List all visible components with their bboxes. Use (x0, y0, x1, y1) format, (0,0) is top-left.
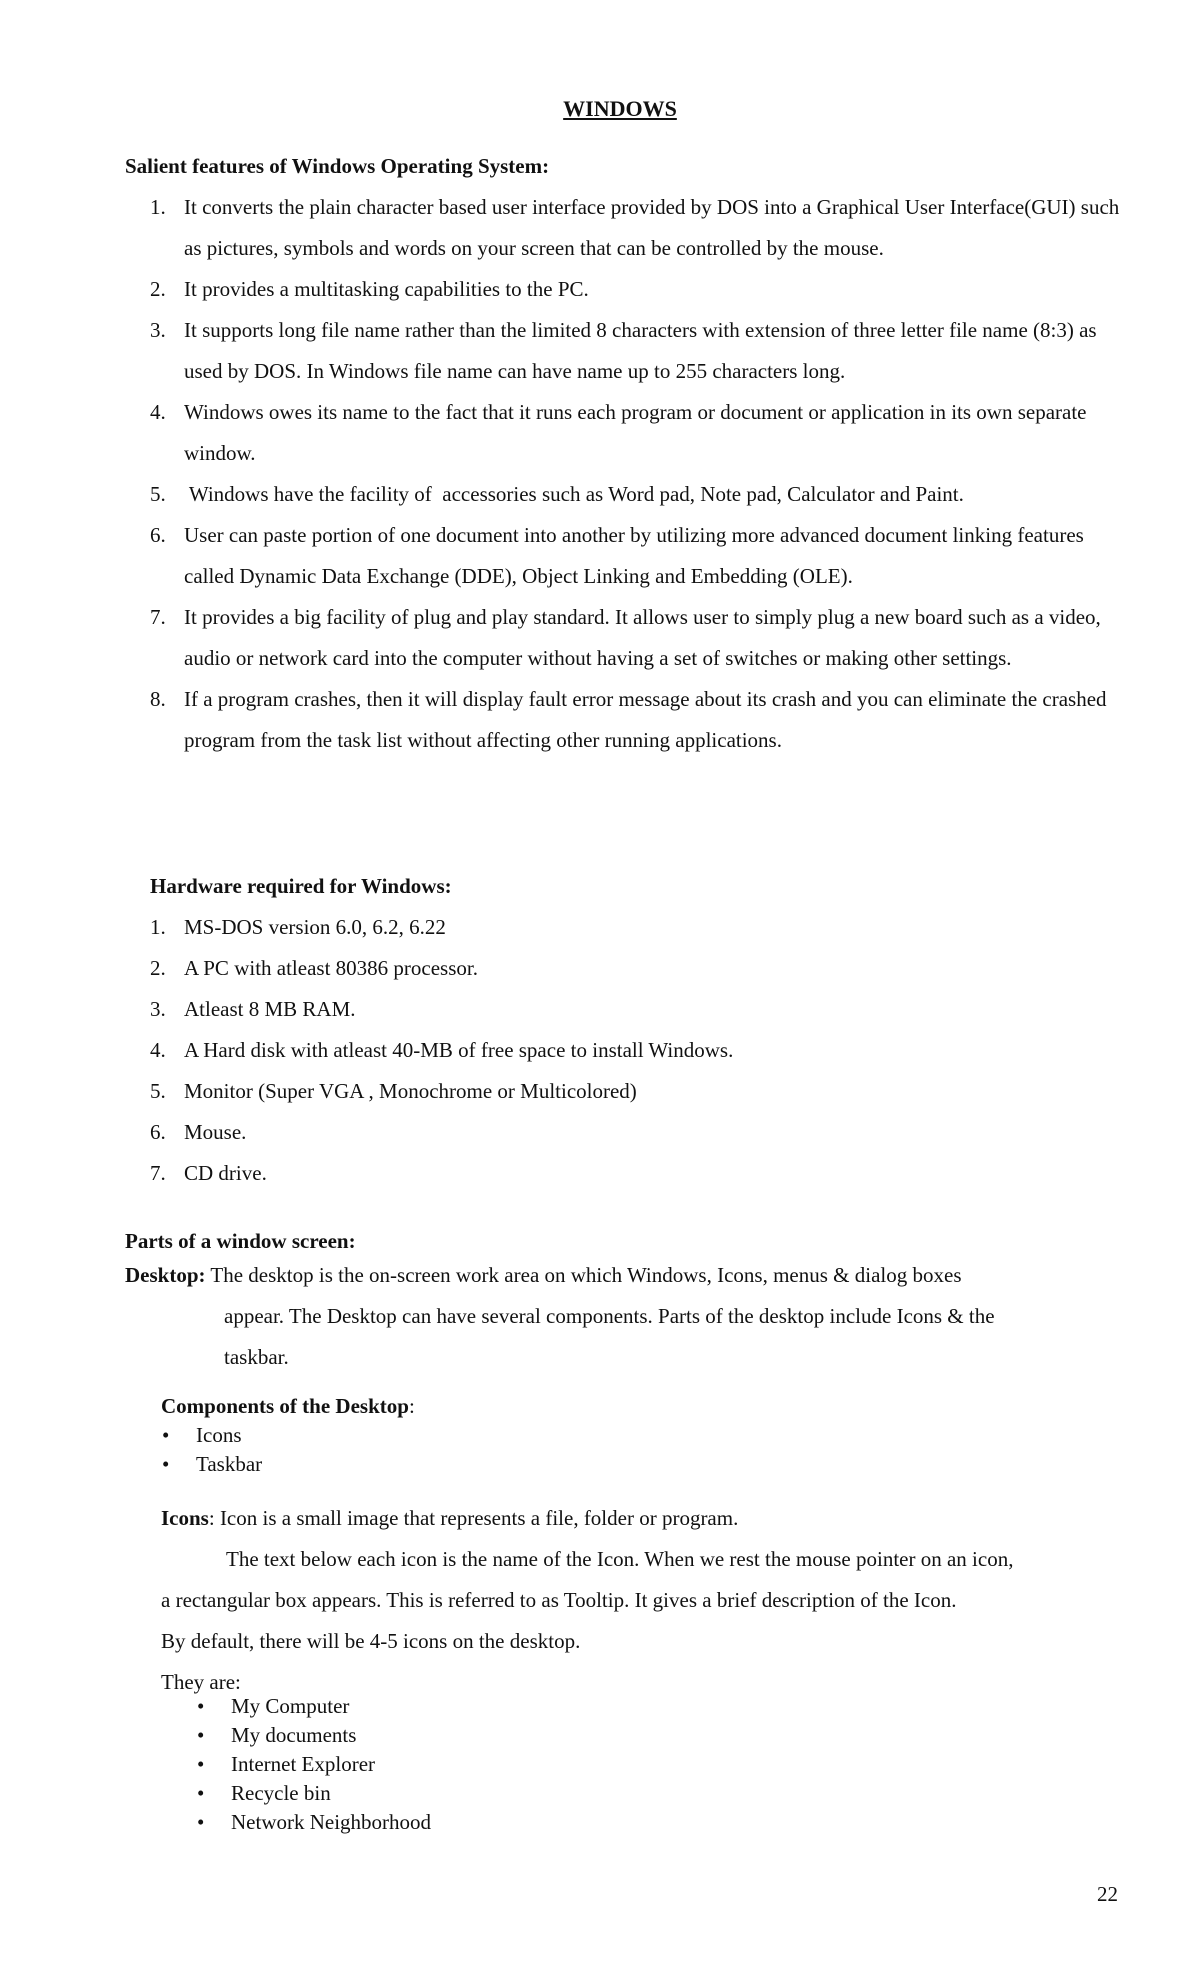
salient-features-heading: Salient features of Windows Operating System: (125, 154, 550, 178)
icons-paragraph: Icons: Icon is a small image that represents a file, folder or program. (161, 1506, 739, 1530)
desktop-text-line-3: taskbar. (224, 1345, 289, 1369)
list-item: 4. A Hard disk with atleast 40-MB of free space to install Windows. (150, 1038, 734, 1062)
parts-heading: Parts of a window screen: (125, 1229, 356, 1253)
desktop-paragraph (125, 1255, 1145, 1296)
list-item: 7. CD drive. (150, 1161, 267, 1185)
tooltip-text-line-1: The text below each icon is the name of the Icon. When we rest the mouse pointer on an icon, (226, 1547, 1014, 1571)
list-item: 5. Windows have the facility of accessories such as Word pad, Note pad, Calculator and Paint. (150, 482, 964, 506)
bullet-icon: • (197, 1723, 205, 1747)
they-are-text: They are: (161, 1670, 241, 1694)
desktop-text-line-2: appear. The Desktop can have several components. Parts of the desktop include Icons & the (224, 1304, 995, 1328)
hardware-list (150, 907, 1134, 1194)
list-item: 6. Mouse. (150, 1120, 247, 1144)
components-heading: Components of the Desktop: (161, 1394, 415, 1418)
desktop-label: Desktop: (125, 1263, 206, 1287)
bullet-icon: • (197, 1752, 205, 1776)
list-item: 2. A PC with atleast 80386 processor. (150, 956, 478, 980)
list-item: 1. It converts the plain character based user interface provided by DOS into a Graphical User Interface(GUI) such as pictures, symbols and words on your screen that can be controlled by the mouse. (150, 195, 1120, 260)
list-item: 6. User can paste portion of one document into another by utilizing more advanced document linking features called Dynamic Data Exchange (DDE), Object Linking and Embedding (OLE). (150, 523, 1084, 588)
list-item: • Internet Explorer (231, 1750, 431, 1779)
list-item: 2. It provides a multitasking capabilities to the PC. (150, 277, 589, 301)
bullet-icon: • (197, 1694, 205, 1718)
list-item: • My Computer (231, 1692, 431, 1721)
list-item: 4. Windows owes its name to the fact that it runs each program or document or application in its own separate window. (150, 400, 1087, 465)
bullet-icon: • (197, 1781, 205, 1805)
list-item: • Recycle bin (231, 1779, 431, 1808)
list-item: 7. It provides a big facility of plug and play standard. It allows user to simply plug a new board such as a video, audio or network card into the computer without having a set of switches or making other settings. (150, 605, 1101, 670)
list-item: 8. If a program crashes, then it will display fault error message about its crash and you can eliminate the crashed program from the task list without affecting other running applications. (150, 687, 1107, 752)
list-item: • Icons (196, 1421, 262, 1450)
salient-features-list (150, 187, 1134, 761)
hardware-heading: Hardware required for Windows: (150, 874, 452, 898)
icons-label: Icons (161, 1506, 209, 1530)
list-item: • My documents (231, 1721, 431, 1750)
list-item: 3. It supports long file name rather than the limited 8 characters with extension of three letter file name (8:3) as used by DOS. In Windows file name can have name up to 255 characters long. (150, 318, 1097, 383)
page-title: WINDOWS (563, 96, 677, 121)
desktop-text-line-1: The desktop is the on-screen work area on which Windows, Icons, menus & dialog boxes (205, 1263, 962, 1287)
components-list (162, 1421, 263, 1479)
page-number: 22 (1097, 1882, 1118, 1906)
desktop-icons-list (197, 1692, 432, 1837)
bullet-icon: • (162, 1452, 170, 1476)
bullet-icon: • (197, 1810, 205, 1834)
list-item: 5. Monitor (Super VGA , Monochrome or Multicolored) (150, 1079, 637, 1103)
tooltip-text-line-2: a rectangular box appears. This is referred to as Tooltip. It gives a brief description of the Icon. (161, 1588, 957, 1612)
list-item: • Network Neighborhood (231, 1808, 431, 1837)
list-item: 1. MS-DOS version 6.0, 6.2, 6.22 (150, 915, 446, 939)
default-icons-text: By default, there will be 4-5 icons on the desktop. (161, 1629, 581, 1653)
list-item: • Taskbar (196, 1450, 262, 1479)
bullet-icon: • (162, 1423, 170, 1447)
list-item: 3. Atleast 8 MB RAM. (150, 997, 356, 1021)
